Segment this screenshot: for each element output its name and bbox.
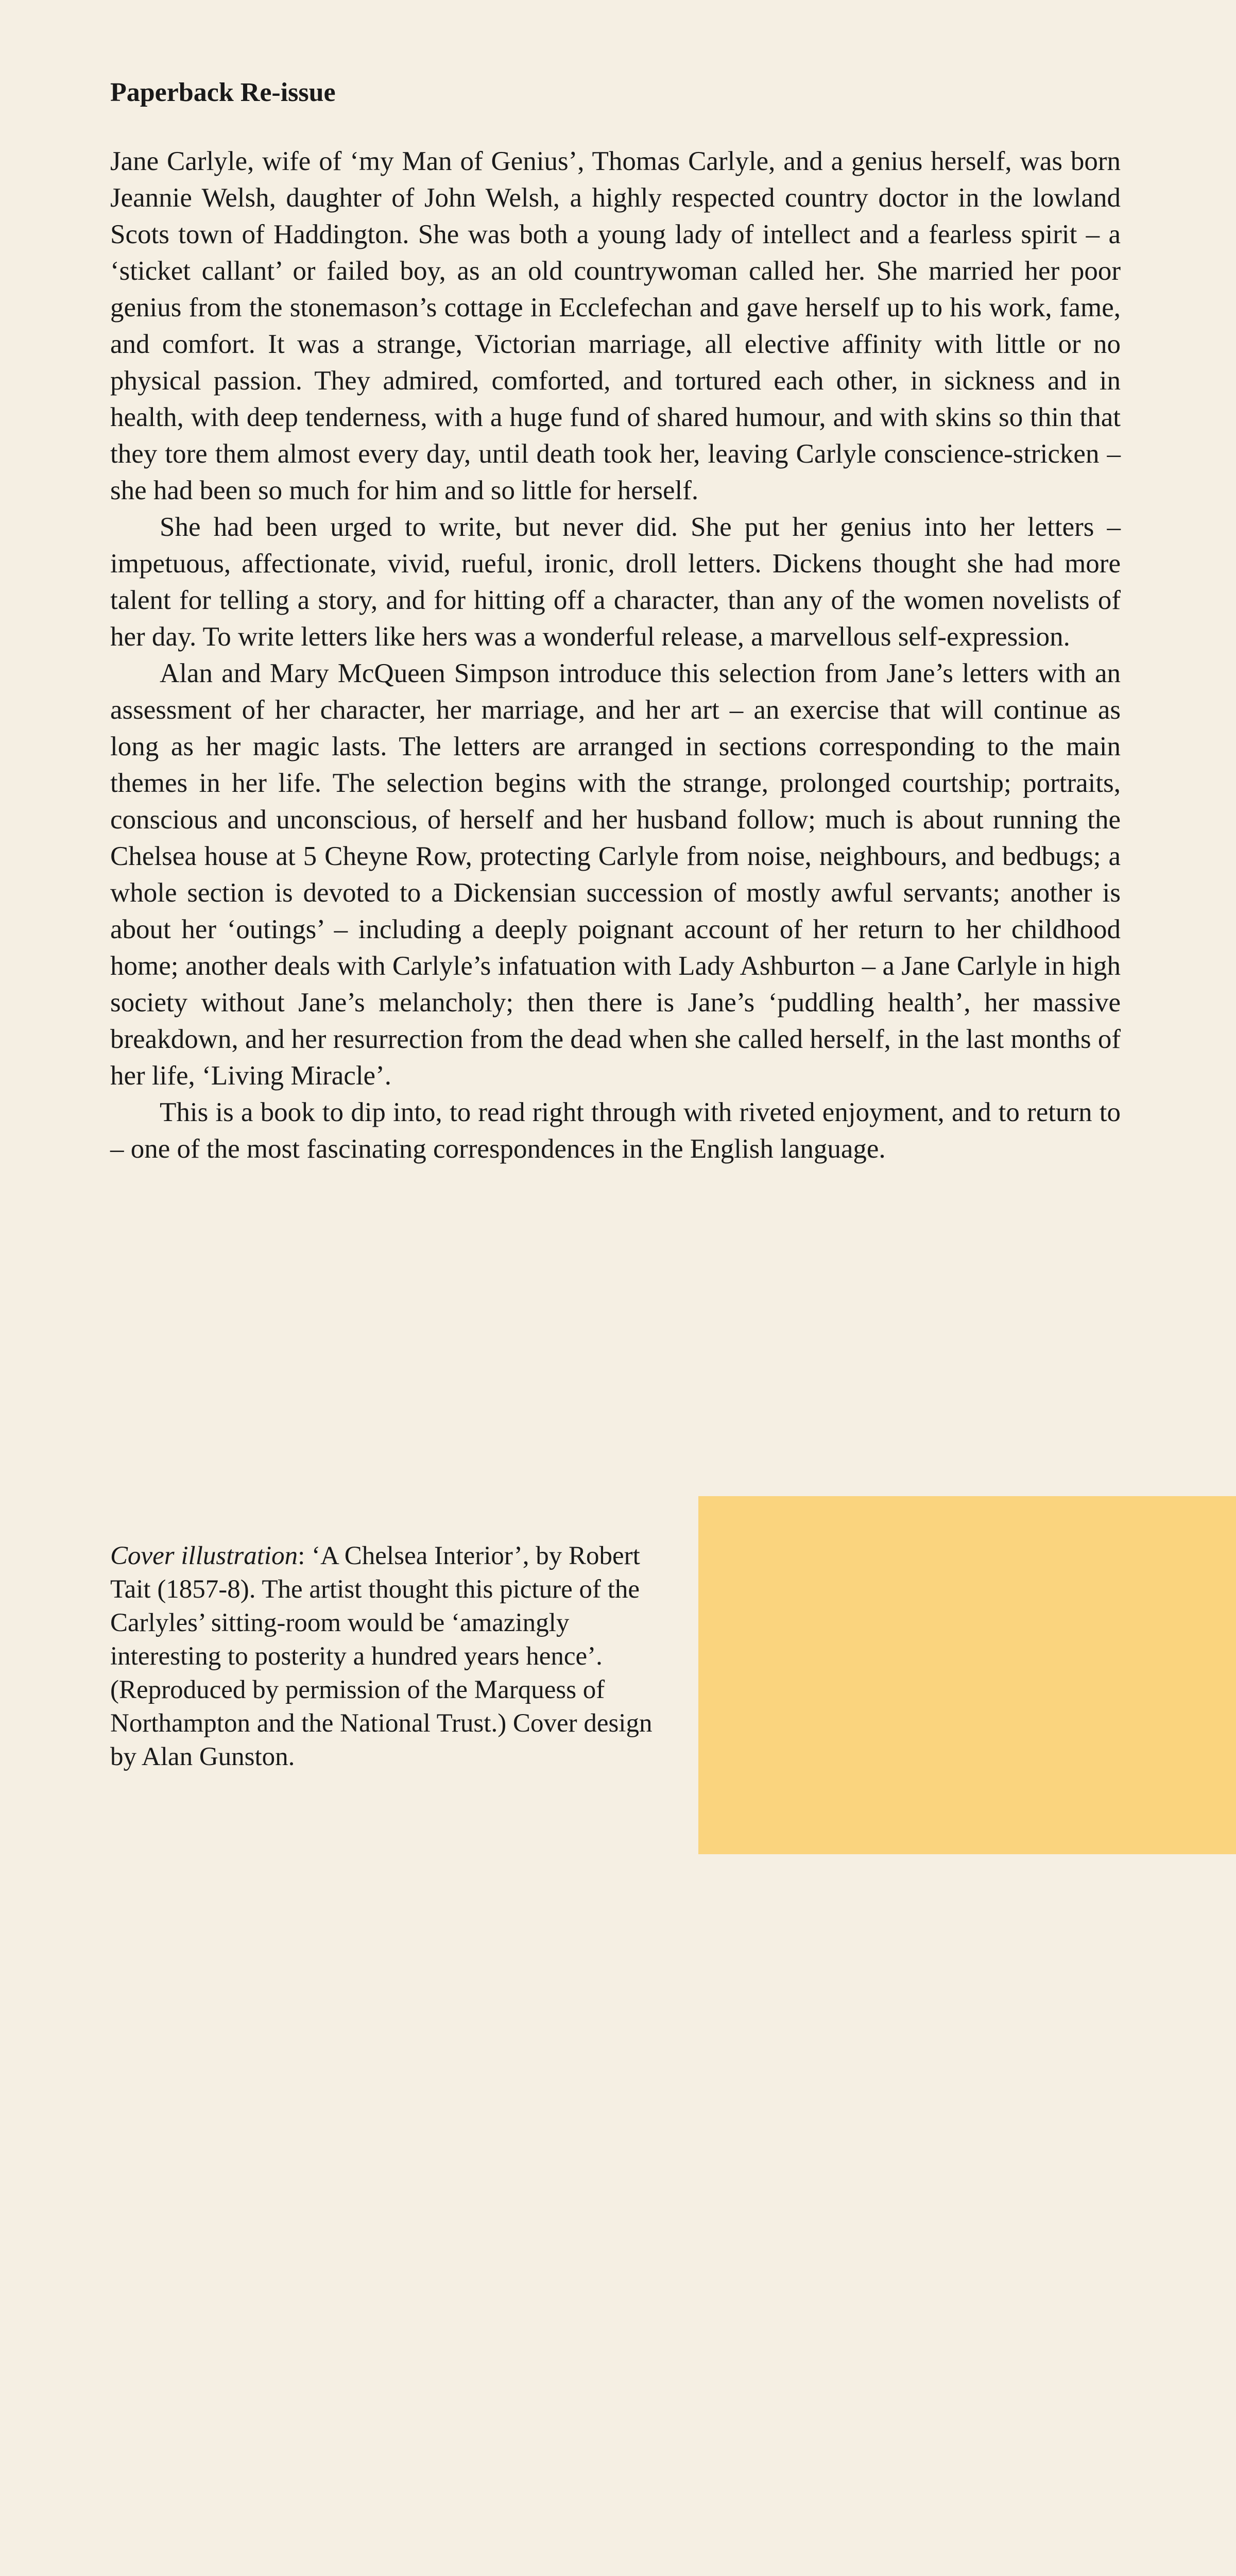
publisher-panel <box>698 1496 1236 1854</box>
blurb-paragraph: This is a book to dip into, to read right through with riveted enjoyment, and to return to – one of the most fascinating correspondences in the English language. <box>110 1097 1121 1164</box>
blurb-paragraph: She had been urged to write, but never did. She put her genius into her letters – impetuous, affectionate, vivid, rueful, ironic, droll letters. Dickens thought she had more talent for telling a story, and for hitting off a character, than any of the women novelists of her day. To write letters like hers was a wonderful release, a marvellous self-expression. <box>110 512 1121 652</box>
blurb-text <box>110 143 1121 1167</box>
cover-credits <box>110 1539 672 1774</box>
blurb-paragraph: Alan and Mary McQueen Simpson introduce this selection from Jane’s letters with an assessment of her character, her marriage, and her art – an exercise that will continue as long as her magic lasts. The letters are arranged in sections corresponding to the main themes in her life. The selection begins with the strange, prolonged courtship; portraits, conscious and unconscious, of herself and her husband follow; much is about running the Chelsea house at 5 Cheyne Row, protecting Carlyle from noise, neighbours, and bedbugs; a whole section is devoted to a Dickensian succession of mostly awful servants; another is about her ‘outings’ – including a deeply poignant account of her return to her childhood home; another deals with Carlyle’s infatuation with Lady Ashburton – a Jane Carlyle in high society without Jane’s melancholy; then there is Jane’s ‘puddling health’, her massive breakdown, and her resurrection from the dead when she called herself, in the last months of her life, ‘Living Miracle’. <box>110 658 1121 1091</box>
blurb-paragraph: Jane Carlyle, wife of ‘my Man of Genius’, Thomas Carlyle, and a genius herself, was born Jeannie Welsh, daughter of John Welsh, a highly respected country doctor in the lowland Scots town of Haddington. She was both a young lady of intellect and a fearless spirit – a ‘sticket callant’ or failed boy, as an old countrywoman called her. She married her poor genius from the stonemason’s cottage in Ecclefechan and gave herself up to his work, fame, and comfort. It was a strange, Victorian marriage, all elective affinity with little or no physical passion. They admired, comforted, and tortured each other, in sickness and in health, with deep tenderness, with a huge fund of shared humour, and with skins so thin that they tore them almost every day, until death took her, leaving Carlyle conscience-stricken – she had been so much for him and so little for herself. <box>110 146 1121 505</box>
cover-credits-text: : ‘A Chelsea Interior’, by Robert Tait (1857-8). The artist thought this picture of the Carlyles’ sitting-room would be ‘amazingly interesting to posterity a hundred years hence’. (Reproduced by permission of the Marquess of Northampton and the National Trust.) Cover design by Alan Gunston. <box>110 1541 653 1771</box>
cover-credits-label: Cover illustration <box>110 1541 298 1570</box>
section-heading: Paperback Re-issue <box>110 78 336 107</box>
